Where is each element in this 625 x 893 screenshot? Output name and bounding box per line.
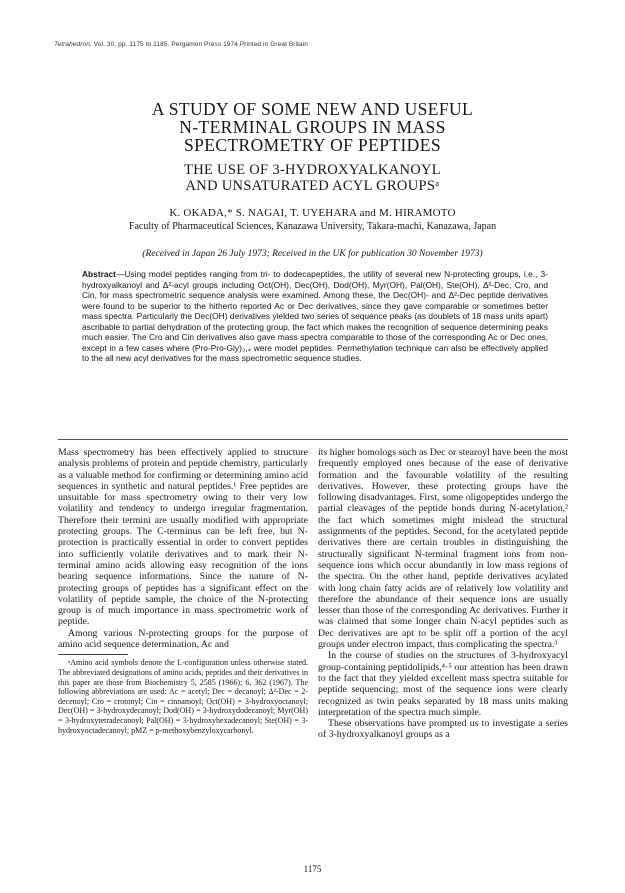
title-line-2: N-TERMINAL GROUPS IN MASS [179, 117, 446, 137]
running-head [54, 41, 308, 48]
body-paragraph: its higher homologs such as Dec or stearoyl have been the most frequently employed ones because of the ease of derivative formation and the favourable volatility of the resulting derivatives. However, these protecting groups have the following disadvantages. First, some oligopeptides undergo the partial cleavages of the peptide bonds during N-acetylation,² the fact which sometimes might mislead the structural assignments of the peptides. Second, for the acetylated peptide derivatives there are certain troubles in distinguishing the structurally significant N-terminal fragment ions from non-sequence ions which occur abundantly in low mass regions of the spectra. On the other hand, peptide derivatives acylated with long chain fatty acids are of relatively low volatility and therefore the abundance of their sequence ions are usually lesser than those of the corresponding Ac derivatives. Further it was claimed that some longer chain N-acyl peptides such as Dec derivatives are apt to be split off a portion of the acyl groups under electron impact, thus complicating the spectra.³ [318, 447, 568, 651]
footnote: ᵃAmino acid symbols denote the L-configuration unless otherwise stated. The abbreviated designations of amino acids, peptides and their derivatives in this paper are those from Biochemistry 5, 2585 (1966); 6, 362 (1967). The following abbreviations are used: Ac = acetyl; Dec = decanoyl; Δ²-Dec = 2-decenoyl; Cro = crotonyl; Cin = cinnamoyl; Oct(OH) = 3-hydroxyoctanoyl; Dec(OH) = 3-hydroxydecanoyl; Dod(OH) = 3-hydroxydodecanoyl; Myr(OH) = 3-hydroxytetradecanoyl; Pal(OH) = 3-hydroxyhexadecanoyl; Ste(OH) = 3-hydroxyoctadecanoyl; pMZ = p-methoxybenzyloxycarbonyl. [58, 658, 308, 735]
title-line-3: SPECTROMETRY OF PEPTIDES [184, 135, 441, 155]
abstract-label: Abstract [82, 269, 116, 279]
body-paragraph: These observations have prompted us to investigate a series of 3-hydroxyalkanoyl groups as a [318, 718, 568, 741]
footnote-divider [58, 654, 128, 655]
abstract-text: —Using model peptides ranging from tri- to dodecapeptides, the utility of several new N-protecting groups, i.e., 3-hydroxyalkanoyl and Δ²-acyl groups including Oct(OH), Dec(OH), Dod(OH), Myr(OH), Pal(OH), Ste(OH), Δ²-Dec, Cro, and Cin, for mass spectrometric sequence analysis were examined. Among these, the Dec(OH)- and Δ²-Dec peptide derivatives were found to be superior to the hitherto reported Ac or Dec derivatives, since they gave comparable or sometimes better mass spectra. Particularly the Dec(OH) derivatives yielded two series of sequence peaks (as doublets of 18 mass units apart) ascribable to partial dehydration of the protecting group, the fact which makes the recognition of sequence determining peaks much easier. The Cro and Cin derivatives also gave mass spectra comparable to those of the corresponding Ac or Dec ones, except in a few cases where (Pro-Pro-Gly)₃,₄ were model peptides. Permethylation technique can also be effectively applied to the all new acyl derivatives for the mass spectrometric sequence studies. [82, 269, 548, 364]
left-column [58, 447, 308, 735]
abstract [82, 269, 548, 364]
paper-title [60, 100, 565, 154]
body-paragraph: Among various N-protecting groups for the purpose of amino acid sequence determination, Ac and [58, 627, 308, 651]
subtitle-line-1: THE USE OF 3-HYDROXYALKANOYL [184, 162, 441, 178]
right-column [318, 447, 568, 741]
running-head-details: Vol. 30, pp. 1175 to 1185. Pergamon Press 1974 Printed in Great Britain [91, 41, 308, 48]
body-paragraph: In the course of studies on the structures of 3-hydroxyacyl group-containing peptidolipids,⁴·⁵ our attention has been drawn to the fact that they yielded excellent mass spectra suitable for peptide sequencing; most of the sequence ions were clearly recognized as twin peaks separated by 18 mass units making interpretation of the spectra much simple. [318, 650, 568, 718]
title-line-1: A STUDY OF SOME NEW AND USEFUL [151, 99, 474, 119]
affiliation: Faculty of Pharmaceutical Sciences, Kanazawa University, Takara-machi, Kanazawa, Japan [128, 221, 497, 232]
body-paragraph: Mass spectrometry has been effectively applied to structure analysis problems of protein and peptide chemistry, particularly as a valuable method for confirming or determining amino acid sequences in synthetic and natural peptides.¹ Free peptides are unsuitable for mass spectrometry owing to their very low volatility and tendency to undergo irregular fragmentation. Therefore their termini are usually modified with appropriate protecting groups. The C-terminus can be left free, but N-protection is practically essential in order to convert peptides into sufficiently volatile derivatives and to mark their N-terminal amino acids allowing easy recognition of the ions bearing sequence informations. Since the nature of N-protecting groups of peptides has a significant effect on the volatility of peptide sample, the choice of the N-protecting group is of much importance in mass spectrometric work of peptide. [58, 447, 308, 628]
received-dates: (Received in Japan 26 July 1973; Received in the UK for publication 30 November 1973) [142, 249, 483, 259]
journal-name: Tetrahedron. [54, 41, 92, 48]
title-block [60, 100, 565, 259]
page-number: 1175 [303, 864, 322, 874]
paper-subtitle [60, 162, 565, 194]
section-divider [58, 439, 568, 440]
subtitle-line-2: AND UNSATURATED ACYL GROUPSᵃ [185, 178, 440, 194]
authors: K. OKADA,* S. NAGAI, T. UYEHARA and M. HIRAMOTO [169, 207, 456, 219]
